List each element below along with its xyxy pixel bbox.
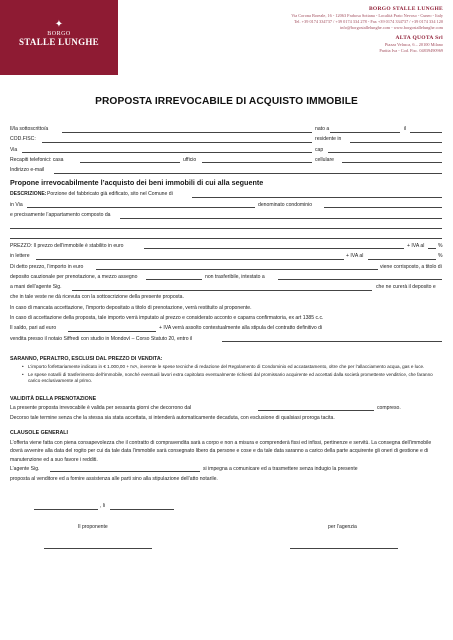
excluded-item: • Le spese notarili di trasferimento dell’immobile, nonché eventuali lavori extra capitolato eventualmente richiesti dal promissario acquirente ed accettati dalla società promettente venditrice, che faranno carico esclusivamente al primo. xyxy=(22,372,442,384)
document-title: PROPOSTA IRREVOCABILE DI ACQUISTO IMMOBILE xyxy=(95,96,358,107)
letters-field[interactable] xyxy=(36,253,344,260)
no-accept-text: In caso di mancata accettazione, l’importo depositato a titolo di prenotazione, verrà restituito al proponente. xyxy=(10,304,252,311)
deposit-label: deposito cauzionale per prenotazione, a mezzo assegno xyxy=(10,273,138,280)
accept-text: In caso di accettazione della proposta, tale importo verrà imputato al prezzo e considerato acconto e caparra confirmatoria, ex art 1385 c.c. xyxy=(10,315,324,322)
via-label: Via xyxy=(10,146,18,153)
agency-signature-field[interactable] xyxy=(290,543,398,550)
iva-label-1: + IVA al xyxy=(407,242,425,249)
proponent-signature-field[interactable] xyxy=(44,543,152,550)
price-field[interactable] xyxy=(144,243,404,250)
description-text: Porzione del fabbricato già edificato, sito nel Comune di xyxy=(47,191,173,198)
resident-field[interactable] xyxy=(350,136,442,143)
logo-text-big: STALLE LUNGHE xyxy=(18,37,99,47)
balance-field[interactable] xyxy=(68,325,156,332)
birthdate-field[interactable] xyxy=(410,126,442,133)
company-name: BORGO STALLE LUNGHE xyxy=(368,6,443,12)
clauses-text: L’offerta viene fatta con piena consapevolezza che il contratto di compravendita sarà a corpo e non a misura e comprenderà fissi ed infissi, pertinenze e servitù. La consegna dell’immobile dovrà avvenire alla data del rogito per cui da tale data l’immobile sarà consegnato libero da persone e cose e da tale data saranno a carico della parte acquirente gli oneri di gestione e di manutenzione ed a suo favore i redditi. xyxy=(10,439,432,463)
via-field[interactable] xyxy=(22,147,312,154)
date-separator: , li xyxy=(100,503,106,510)
born-label: nato a xyxy=(315,126,330,132)
apartment-field-2[interactable] xyxy=(10,222,442,229)
validity-text-2: Decorso tale termine senza che la stessa sia stata accettata, si intenderà automaticamente decaduta, con esclusione di qualsiasi proroga tacita. xyxy=(10,415,335,422)
letterhead xyxy=(193,6,443,54)
place-date-row xyxy=(10,503,442,513)
agent-label: L’agente Sig. xyxy=(10,465,40,472)
mobile-label: cellulare xyxy=(315,156,334,163)
cf-label: COD.FISC: xyxy=(10,136,36,143)
paid-label: Di detto prezzo, l’importo in euro xyxy=(10,263,84,270)
validity-text-1: La presente proposta irrevocabile è valida per sessanta giorni che decorrono dal xyxy=(10,404,192,411)
on-label: il xyxy=(404,126,407,132)
apartment-field-3[interactable] xyxy=(10,233,442,240)
municipality-field[interactable] xyxy=(192,191,442,198)
phone-office-label: ufficio xyxy=(183,156,197,163)
iva-field-1[interactable] xyxy=(428,243,436,250)
letters-label: in lettere xyxy=(10,253,30,260)
validity-end: compreso. xyxy=(377,404,401,411)
company-phones: Tel. +39 0174 334737 / +39 0174 334 278 - Fax +39 0174 334737 / +39 0174 334 120 xyxy=(294,19,443,25)
email-label: Indirizzo e-mail xyxy=(10,167,45,174)
clauses-heading: CLAUSOLE GENERALI xyxy=(10,429,68,436)
receipt-text: che in tale veste ne dà ricevuta con la sottoscrizione della presente proposta. xyxy=(10,294,184,301)
company2-vat: Partita Iva - Cod. Fisc. 04839490969 xyxy=(379,47,443,53)
proponent-label: Il proponente xyxy=(78,524,108,531)
validity-date-field[interactable] xyxy=(258,405,374,412)
email-field[interactable] xyxy=(54,167,442,174)
agent-end: si impegna a comunicare ed a trasmettere senza indugio la presente xyxy=(203,465,358,472)
deadline-field[interactable] xyxy=(222,336,442,343)
notary-text: vendita presso il notaio Siffredi con studio in Mondovì – Corso Statuto 20, entro il xyxy=(10,335,193,342)
condo-field[interactable] xyxy=(324,202,442,209)
price-label: PREZZO: Il prezzo dell’immobile è stabilito in euro xyxy=(10,242,124,249)
apartment-field[interactable] xyxy=(120,212,442,219)
cf-field[interactable] xyxy=(42,136,312,143)
clause-agent-field[interactable] xyxy=(50,466,200,473)
signer-field[interactable] xyxy=(62,126,312,133)
cheque-field[interactable] xyxy=(146,274,202,281)
payee-field[interactable] xyxy=(278,274,442,281)
place-field[interactable] xyxy=(34,503,98,510)
resident-label: residente in xyxy=(315,136,342,143)
company-web: info@borgostallelunghe.com - www.borgostallelunghe.com xyxy=(340,25,443,31)
company2-address: Piazza Velasca, 6 – 20100 Milano xyxy=(384,41,443,47)
company-address: Via Corona Boreale, 16 - 12063 Frabosa Sottana - Località Prato Nevoso - Cuneo - Italy xyxy=(291,13,443,18)
balance-label: Il saldo, pari ad euro xyxy=(10,325,57,332)
paid-end: viene corrisposto, a titolo di xyxy=(380,263,442,270)
hands-end: che ne curerà il deposito e xyxy=(376,284,436,291)
condo-label: denominato condominio xyxy=(258,201,313,208)
cap-field[interactable] xyxy=(328,147,442,154)
born-field[interactable] xyxy=(330,126,400,133)
paid-field[interactable] xyxy=(96,264,378,271)
excluded-list xyxy=(22,364,442,383)
deposit-mid: non trasferibile, intestato a xyxy=(205,273,265,280)
agent-line-2: proposta al venditore ed a fornire assistenza alle parti sino alla stipulazione dell’atto notarile. xyxy=(10,475,218,482)
logo-emblem-icon: ✦ xyxy=(54,19,64,30)
excluded-item: • L’importo forfettariamente indicato in € 1.000,00 + IVA, inerente le spese tecniche di redazione del Regolamento di Condominio ed accatastamento, oltre che per l’allacciamento acqua, gas e luce. xyxy=(22,364,442,370)
hands-label: a mani dell’agente Sig. xyxy=(10,284,62,291)
description-label: DESCRIZIONE: xyxy=(10,191,47,198)
validity-heading: VALIDITÀ DELLA PRENOTAZIONE xyxy=(10,395,97,402)
form-body xyxy=(10,126,442,553)
agency-label: per l’agenzia xyxy=(328,524,357,531)
cap-label: cap xyxy=(315,146,324,153)
iva-label-2: + IVA al xyxy=(346,253,364,260)
mobile-field[interactable] xyxy=(342,157,442,164)
excluded-heading: SARANNO, PERALTRO, ESCLUSI DAL PREZZO DI VENDITA: xyxy=(10,355,163,362)
company2-name: ALTA QUOTA Srl xyxy=(395,34,443,41)
agent-field[interactable] xyxy=(72,284,372,291)
pct-1: % xyxy=(438,242,443,249)
logo-text-small: BORGO xyxy=(47,31,71,37)
apartment-label: e precisamente l’appartamento composto da xyxy=(10,212,111,219)
phone-office-field[interactable] xyxy=(202,157,312,164)
signer-label: Il/la sottoscritto/a xyxy=(10,126,49,132)
date-field[interactable] xyxy=(110,503,174,510)
company-logo xyxy=(0,0,118,75)
in-via-label: in Via xyxy=(10,201,23,208)
balance-end: + IVA verrà assolto contestualmente alla stipula del contratto definitivo di xyxy=(159,325,323,332)
iva-field-2[interactable] xyxy=(368,253,436,260)
phone-home-field[interactable] xyxy=(80,157,180,164)
pct-2: % xyxy=(438,253,443,260)
proposal-heading: Propone irrevocabilmente l’acquisto dei beni immobili di cui alla seguente xyxy=(10,178,264,188)
phone-home-label: Recapiti telefonici: casa xyxy=(10,156,64,163)
address-field[interactable] xyxy=(27,202,255,209)
